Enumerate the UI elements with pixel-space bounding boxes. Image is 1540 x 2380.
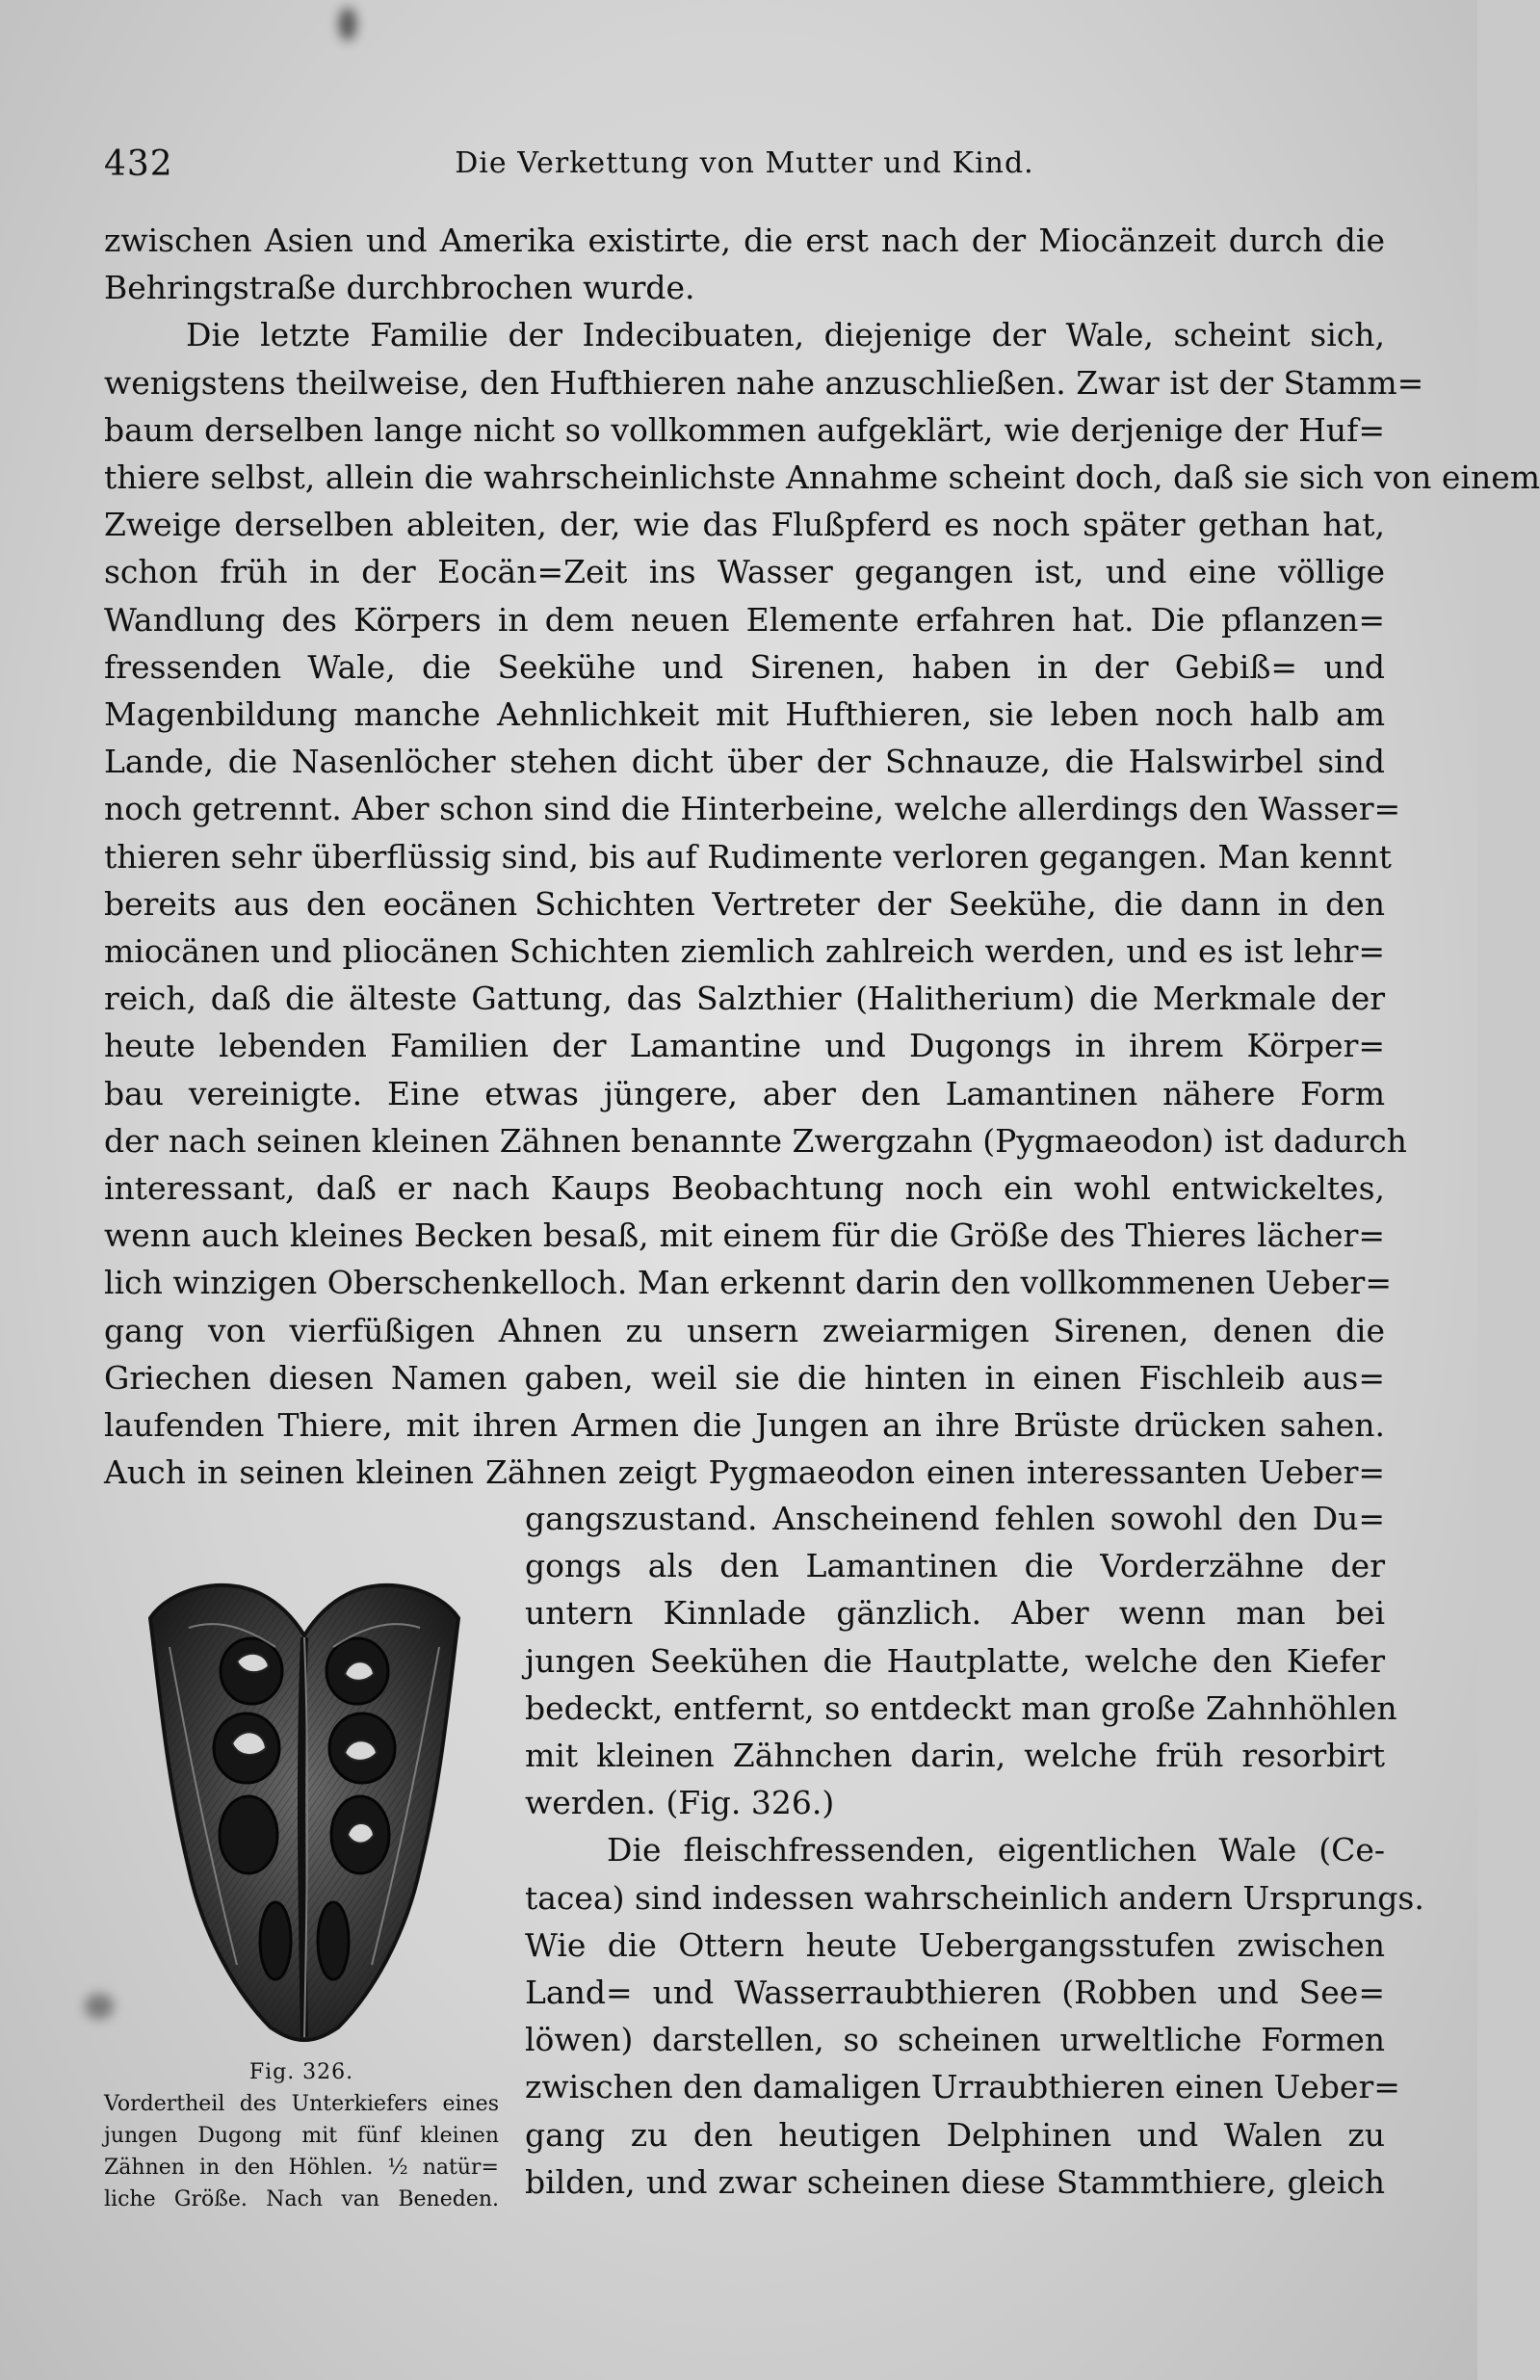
caption-line: liche Größe. Nach van Beneden. xyxy=(104,2187,499,2211)
text-line: reich, daß die älteste Gattung, das Salzthier (Halitherium) die Merkmale der xyxy=(104,980,1385,1018)
text-line: Wandlung des Körpers in dem neuen Elemente erfahren hat. Die pflanzen= xyxy=(104,600,1385,639)
text-line: bau vereinigte. Eine etwas jüngere, aber den Lamantinen nähere Form xyxy=(104,1074,1385,1112)
text-line: thieren sehr überflüssig sind, bis auf Rudimente verloren gegangen. Man kennt xyxy=(104,837,1392,876)
text-line: fressenden Wale, die Seekühe und Sirenen, haben in der Gebiß= und xyxy=(104,647,1385,686)
text-line: der nach seinen kleinen Zähnen benannte Zwergzahn (Pygmaeodon) ist dadurch xyxy=(104,1121,1407,1160)
figure-caption xyxy=(104,2056,499,2215)
running-title: Die Verkettung von Mutter und Kind. xyxy=(455,146,1034,180)
text-line: Die letzte Familie der Indecibuaten, diejenige der Wale, scheint sich, xyxy=(186,316,1385,354)
ink-smudge xyxy=(339,8,356,40)
text-line: jungen Seekühen die Hautplatte, welche den Kiefer xyxy=(525,1641,1385,1680)
text-line: wenn auch kleines Becken besaß, mit einem für die Größe des Thieres lächer= xyxy=(104,1216,1385,1255)
text-line: thiere selbst, allein die wahrscheinlichste Annahme scheint doch, daß sie sich von einem xyxy=(104,458,1540,497)
text-line: noch getrennt. Aber schon sind die Hinterbeine, welche allerdings den Wasser= xyxy=(104,790,1401,828)
text-line: mit kleinen Zähnchen darin, welche früh resorbirt xyxy=(525,1737,1385,1775)
text-line: löwen) darstellen, so scheinen urweltliche Formen xyxy=(525,2021,1385,2059)
text-line: laufenden Thiere, mit ihren Armen die Jungen an ihre Brüste drücken sahen. xyxy=(104,1406,1385,1445)
text-line: Lande, die Nasenlöcher stehen dicht über der Schnauze, die Halswirbel sind xyxy=(104,743,1385,781)
caption-line: jungen Dugong mit fünf kleinen xyxy=(104,2124,499,2148)
text-line: Wie die Ottern heute Uebergangsstufen zwischen xyxy=(525,1925,1385,1964)
text-line: interessant, daß er nach Kaups Beobachtung noch ein wohl entwickeltes, xyxy=(104,1169,1385,1208)
text-line: Magenbildung manche Aehnlichkeit mit Hufthieren, sie leben noch halb am xyxy=(104,695,1385,734)
text-line: wenigstens theilweise, den Hufthieren nahe anzuschließen. Zwar ist der Stamm= xyxy=(104,363,1424,402)
text-line: gang von vierfüßigen Ahnen zu unsern zweiarmigen Sirenen, denen die xyxy=(104,1311,1385,1349)
text-line: Land= und Wasserraubthieren (Robben und See= xyxy=(525,1974,1385,2012)
text-line: gang zu den heutigen Delphinen und Walen zu xyxy=(525,2115,1385,2154)
text-line: gangszustand. Anscheinend fehlen sowohl den Du= xyxy=(525,1500,1385,1537)
page-header xyxy=(104,144,1385,202)
text-line: lich winzigen Oberschenkelloch. Man erkennt darin den vollkommenen Ueber= xyxy=(104,1264,1392,1302)
main-text xyxy=(104,217,1540,1496)
text-line: untern Kinnlade gänzlich. Aber wenn man bei xyxy=(525,1594,1385,1633)
text-line: schon früh in der Eocän=Zeit ins Wasser gegangen ist, und eine völlige xyxy=(104,553,1385,591)
text-line: baum derselben lange nicht so vollkommen aufgeklärt, wie derjenige der Huf= xyxy=(104,410,1385,449)
text-line: heute lebenden Familien der Lamantine und Dugongs in ihrem Körper= xyxy=(104,1027,1385,1065)
text-line: bilden, und zwar scheinen diese Stammthiere, gleich xyxy=(525,2162,1385,2201)
text-line: bereits aus den eocänen Schichten Vertreter der Seekühe, die dann in den xyxy=(104,884,1385,923)
text-line: Griechen diesen Namen gaben, weil sie die hinten in einen Fischleib aus= xyxy=(104,1358,1385,1397)
wrapped-text xyxy=(525,1495,1424,2206)
dugong-jaw-illustration xyxy=(131,1560,478,2042)
text-line: gongs als den Lamantinen die Vorderzähne der xyxy=(525,1547,1385,1585)
text-line: Zweige derselben ableiten, der, wie das Flußpferd es noch später gethan hat, xyxy=(104,506,1385,544)
text-line: zwischen Asien und Amerika existirte, die erst nach der Miocänzeit durch die xyxy=(104,222,1385,259)
text-line: Auch in seinen kleinen Zähnen zeigt Pygmaeodon einen interessanten Ueber= xyxy=(104,1453,1385,1492)
figure-326 xyxy=(104,1560,499,2211)
text-line: tacea) sind indessen wahrscheinlich andern Ursprungs. xyxy=(525,1878,1424,1917)
text-line: bedeckt, entfernt, so entdeckt man große Zahnhöhlen xyxy=(525,1688,1397,1727)
page-number: 432 xyxy=(104,144,173,184)
text-line: Behringstraße durchbrochen wurde. xyxy=(104,269,695,307)
text-line: Die fleischfressenden, eigentlichen Wale (Ce- xyxy=(607,1831,1385,1870)
caption-line: Zähnen in den Höhlen. ½ natür= xyxy=(104,2156,499,2180)
figure-label: Fig. 326. xyxy=(248,2060,354,2084)
text-line: miocänen und pliocänen Schichten ziemlich zahlreich werden, und es ist lehr= xyxy=(104,932,1385,971)
caption-line: Vordertheil des Unterkiefers eines xyxy=(104,2092,499,2116)
text-line: werden. (Fig. 326.) xyxy=(525,1784,835,1822)
text-line: zwischen den damaligen Urraubthieren einen Ueber= xyxy=(525,2068,1400,2106)
